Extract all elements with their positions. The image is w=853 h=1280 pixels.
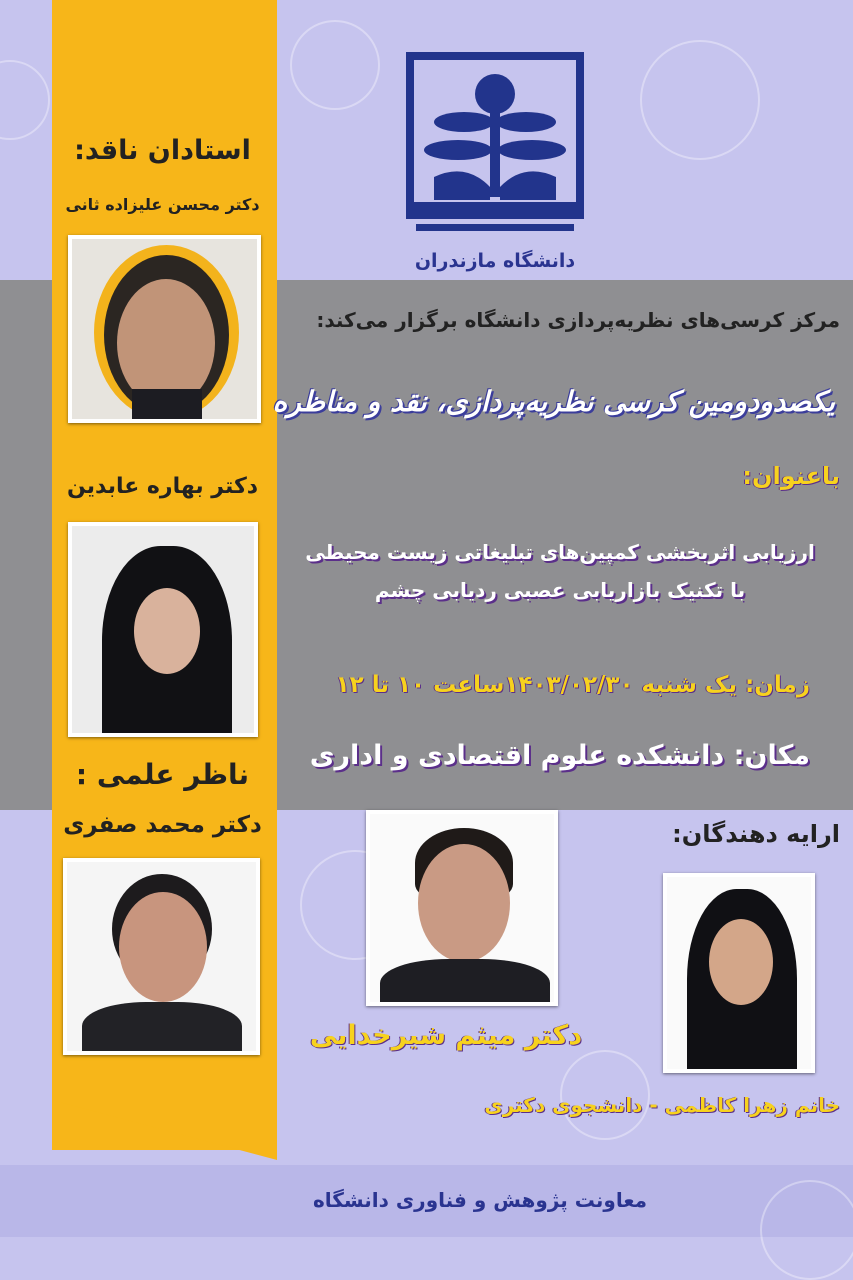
event-place: مکان: دانشکده علوم اقتصادی و اداری [309,740,810,771]
presenter-2-name: خانم زهرا کاظمی - دانشجوی دکتری [484,1093,840,1117]
organizer-line: مرکز کرسی‌های نظریه‌پردازی دانشگاه برگزار می‌کند: [316,308,840,332]
presenter-1-photo [366,810,558,1006]
supervisor-photo [63,858,260,1055]
critic-1-name: دکتر محسن علیزاده ثانی [65,195,260,214]
presenter-1-name: دکتر میثم شیرخدایی [309,1020,583,1051]
critic-2-name: دکتر بهاره عابدین [66,474,259,499]
critic-2-photo [68,522,258,737]
floral-pattern [640,40,760,160]
footer-text: معاونت پژوهش و فناوری دانشگاه [312,1188,648,1212]
critics-heading: استادان ناقد: [74,135,251,166]
event-title: یکصدودومین کرسی نظریه‌پردازی، نقد و مناظره [272,385,835,418]
floral-pattern [760,1180,853,1280]
subject-label: باعنوان: [742,462,840,490]
floral-pattern [290,20,380,110]
logo-caption: دانشگاه مازندران [414,250,576,272]
critic-1-photo [68,235,261,423]
subject-line-2: با تکنیک بازاریابی عصبی ردیابی چشم [374,578,746,602]
supervisor-heading: ناظر علمی : [75,758,250,791]
event-time: زمان: یک شنبه ۱۴۰۳/۰۲/۳۰ساعت ۱۰ تا ۱۲ [335,672,810,698]
presenters-heading: ارایه دهندگان: [672,820,840,848]
subject-line-1: ارزیابی اثربخشی کمپین‌های تبلیغاتی زیست محیطی [305,540,815,564]
supervisor-name: دکتر محمد صفری [63,812,262,838]
yellow-sidebar-tip [52,1100,277,1160]
presenter-2-photo [663,873,815,1073]
university-logo [406,52,584,277]
